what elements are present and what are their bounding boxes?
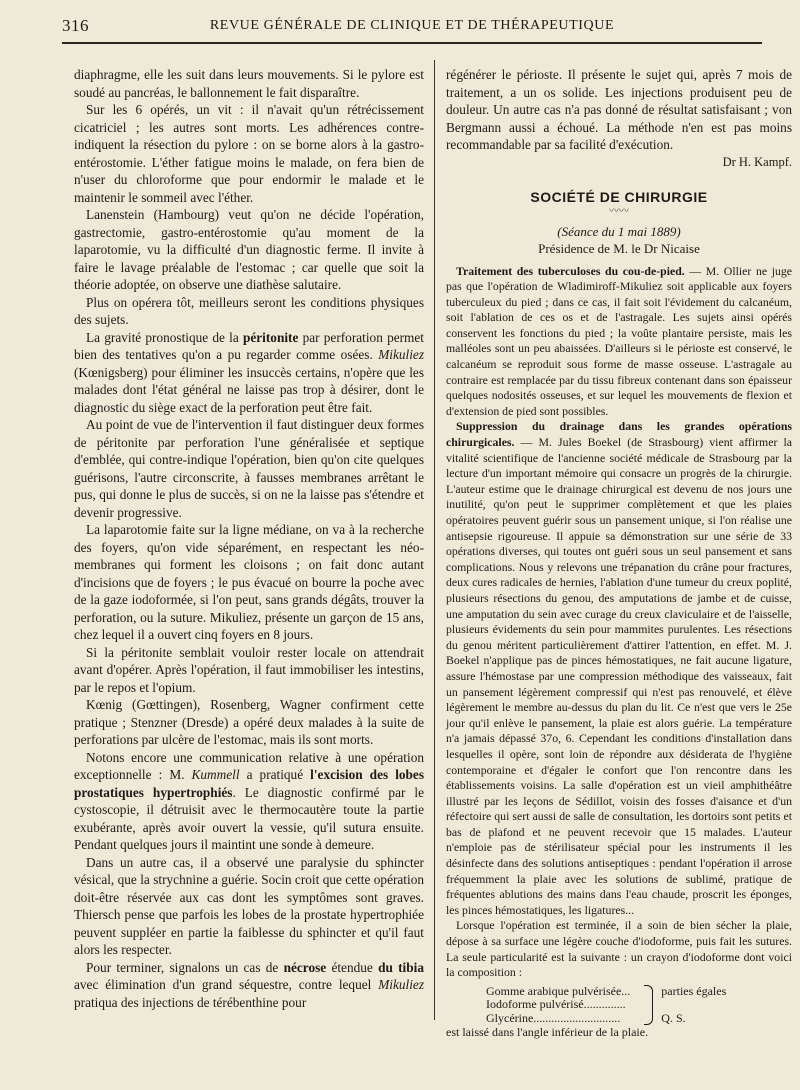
paragraph: Notons encore une communication relative à une opération exceptionnelle : M. Kummell a pratiqué l'excision des lobes prostatiques hypertrophiés. Le diagnostic confirmé par le cystoscopie, il détruisit avec le thermocautère toute la partie exubérante, après avoir ouvert la vessie, qu'il sutura ensuite. Pendant quelques jours il maintint une sonde à demeure. <box>74 749 425 852</box>
author-name: Mikuliez <box>378 347 424 362</box>
formula-line: Iodoforme pulvérisé.............. <box>486 997 626 1012</box>
paragraph: La laparotomie faite sur la ligne médiane, on va à la recherche des foyers, qu'on vide séparément, en respectant les néo-membranes qui forment les cloisons ; on fait donc autant d'incisions que de foyers ; le pus évacué on bourre la poche avec de la gaze iodoformée, si l'on peut, sans grands dégâts, trouver la perforation, ou la suture. Mikuliez, présente un garçon de 15 ans, chez lequel il a ouvert cinq foyers en 8 jours. <box>74 522 424 642</box>
presidency: Présidence de M. le Dr Nicaise <box>538 241 700 256</box>
left-column <box>74 66 424 1011</box>
author-name: Mikuliez <box>378 977 424 992</box>
paragraph: Suppression du drainage dans les grandes opérations chirurgicales. — M. Jules Boekel (de Strasbourg) vient affirmer la vitalité scientifique de l'ancienne société médicale de Strasbourg par la lecture d'un important mémoire qui consacre un progrès de la chirurgie. L'auteur estime que le drainage chirurgical est devenu de nos jours une inutilité, qu'on peut le supprimer complètement et que les plaies opératoires peuvent guérir sous un pansement unique, si l'on réalise une antisepsie rigoureuse. Il appuie sa démonstration sur une série de 33 opérations diverses, qui toutes ont guéri sous un seul pansement et sans complications. Nous y relevons une trépanation du crâne pour fractures, deux cures radicales de hernies, l'ablation d'une tumeur du creux poplité, plusieurs résections du genou, des amputations de jambe et de cuisse, une amputation du sein avec curage du creux claviculaire et de l'aisselle, plusieurs évidements du sein pour mammites purulentes. Les résections du genou méritent particulièrement d'attirer l'attention, en effet. M. J. Boekel n'applique pas de pinces hémostatiques, ne fait aucune ligature, assure l'hémostase par une compression méthodique des vaisseaux, fait un pansement légèrement compressif qui n'est pas renouvelé, et élève légèrement le membre au-dessus du plan du lit. Ce n'est que vers le 25e jour qu'il enlève le pansement, la plaie est alors guérie. La température n'a jamais dépassé 37o, 6. Cependant les conditions d'installation dans lesquelles il opère, sont loin de répondre aux désiderata de l'hygiène contemporaine et d'égaler le confort que l'on rencontre dans les établissements voisins. La salle d'opération est un vieil amphithéâtre illustré par les leçons de Sédillot, voisin des fosses d'aisance et d'un réfectoire qui sert aussi de salle de consultation, les dortoirs sont petits et bas de plafond et ne peuvent recevoir que 15 malades. L'auteur n'emploie pas de stérilisateur spécial pour les instruments il les désinfecte dans des solutions antiseptiques : pendant l'opération il arrose fréquemment la plaie avec les solutions de sublimé, pratique de fréquentes ablutions des mains dans l'eau chaude, proscrit les éponges, les pinces hémostatiques, les ligatures... <box>446 419 792 917</box>
keyword: du tibia <box>378 959 424 975</box>
formula-qty: parties égales <box>661 983 727 998</box>
paragraph: Lorsque l'opération est terminée, il a soin de bien sécher la plaie, dépose à sa surface une légère couche d'iodoforme, puis fait les sutures. La seule particularité est la suivante : un crayon d'iodoforme dont voici la composition : <box>446 918 792 980</box>
formula-quantities <box>661 985 726 1026</box>
page-header <box>62 16 762 44</box>
article-heading: Traitement des tuberculoses du cou-de-pied. <box>456 263 685 278</box>
brace <box>644 985 653 1026</box>
article-heading: Suppression du drainage dans les grandes opérations chirurgicales. <box>446 419 792 450</box>
paragraph: Au point de vue de l'intervention il faut distinguer deux formes de péritonite par perforation l'une généralisée et septique d'emblée, qui contre-indique l'opération, bien qu'on cite quelques guérisons, l'autre circonscrite, à fausses membranes arrêtant le pus, qui donne le plus de succès, si on ne la laisse pas s'étendre et devenir progressive. <box>74 417 424 520</box>
paragraph: Plus on opérera tôt, meilleurs seront les conditions physiques des sujets. <box>74 294 424 327</box>
author-name: Kummell <box>191 767 240 782</box>
keyword: nécrose <box>283 959 327 975</box>
keyword: péritonite <box>242 329 299 345</box>
paragraph: Sur les 6 opérés, un vit : il n'avait qu'un rétrécissement cicatriciel ; les autres sont morts. Les adhérences contre-indiquent la résection du pylore : on se borne alors à la gastro-entérostomie. L'éther fatigue moins le malade, on fera bien de n'user du chloroforme que pour endormir le malade et le maintenir le sommeil avec l'éther. <box>74 102 424 205</box>
paragraph: Kœnig (Gœttingen), Rosenberg, Wagner confirment cette pratique ; Stenzner (Dresde) a opéré deux malades à la suite de perforations par ulcère de l'estomac, mais ils sont morts. <box>74 697 424 747</box>
keyword: l'excision des lobes prostatiques hypertrophiés <box>74 767 425 800</box>
formula-note: est laissé dans l'angle inférieur de la plaie. <box>446 1025 649 1040</box>
column-divider <box>434 60 435 1020</box>
paragraph: Pour terminer, signalons un cas de nécrose étendue du tibia avec élimination d'un grand séquestre, contre lequel Mikuliez pratiqua des injections de térébenthine pour <box>74 959 424 1010</box>
paragraph: régénérer le périoste. Il présente le sujet qui, après 7 mois de traitement, a un os solide. Les injections produisent peu de douleur. Un autre cas n'a pas donné de résultat satisfaisant ; von Bergmann aussi a échoué. La méthode n'en est pas moins recommandable par sa facilité d'exécution. <box>446 67 792 152</box>
formula-line: Glycérine............................. <box>486 1010 621 1025</box>
formula-ingredients <box>486 985 630 1026</box>
paragraph: Dans un autre cas, il a observé une paralysie du sphincter vésical, que la strychnine a guérie. Socin croit que cette opération doit-être réservée aux cas dont les symptômes sont graves. Thiersch pense que parfois les lobes de la prostate hypertrophiée peuvent suppléer en partie la faiblesse du sphincter et qu'il faut alors les respecter. <box>74 854 424 957</box>
paragraph: Si la péritonite semblait vouloir rester locale on attendrait avant d'opérer. Après l'opération, il faut immobiliser les intestins, par le repos et l'opium. <box>74 644 424 695</box>
formula <box>446 985 792 1026</box>
section-ornament: 〰〰 <box>609 205 629 217</box>
signature: Dr H. Kampf. <box>722 154 792 169</box>
paragraph: Traitement des tuberculoses du cou-de-pied. — M. Ollier ne juge pas que l'opération de Wladimiroff-Mikuliez soit applicable aux foyers tuberculeux du pied ; dans ce cas, il fait soit l'évidement du calcanéum, soit l'ablation de ces os et de l'astragale. Les sujets ainsi opérés conservent les fonctions du pied ; la voûte plantaire persiste, mais les malléoles sont un peu abaissées. D'ailleurs si le périoste est conservé, le calcanéum se reproduit sous forme de masse osseuse. L'astragale au contraire est remplacée par du tissu fibreux contenant dans son épaisseur quelques nodosités osseuses, et sur lequel les mouvements de flexion et d'extension de pied sont possibles. <box>446 263 793 418</box>
section-title: SOCIÉTÉ DE CHIRURGIE <box>530 189 708 205</box>
paragraph: diaphragme, elle les suit dans leurs mouvements. Si le pylore est soudé au pancréas, le ballonnement le fait disparaître. <box>74 67 424 100</box>
paragraph: Lanenstein (Hambourg) veut qu'on ne décide l'opération, gastrectomie, gastro-entérostomie qu'au moment de la laparotomie, vu la difficulté d'un diagnostic ferme. Il invite à faire le lavage préalable de l'estomac ; car quelle que soit la théorie adoptée, on observe une diathèse salutaire. <box>74 207 424 292</box>
running-head: REVUE GÉNÉRALE DE CLINIQUE ET DE THÉRAPEUTIQUE <box>209 18 615 33</box>
right-column <box>446 66 792 1039</box>
page-number: 316 <box>62 16 89 35</box>
session-date: (Séance du 1 mai 1889) <box>557 223 681 239</box>
section-body <box>446 264 792 1040</box>
formula-line: Gomme arabique pulvérisée... <box>486 983 631 998</box>
paragraph: La gravité pronostique de la péritonite par perforation permet bien des tentatives qu'on a pu regarder comme osées. Mikuliez (Kœnigsberg) pour éliminer les insuccès certains, n'opère que les malades dont l'état général ne laisse pas trop à désirer, dont le diagnostic du siège exact de la perforation peut être fait. <box>74 329 424 415</box>
formula-qty: Q. S. <box>661 1010 686 1025</box>
